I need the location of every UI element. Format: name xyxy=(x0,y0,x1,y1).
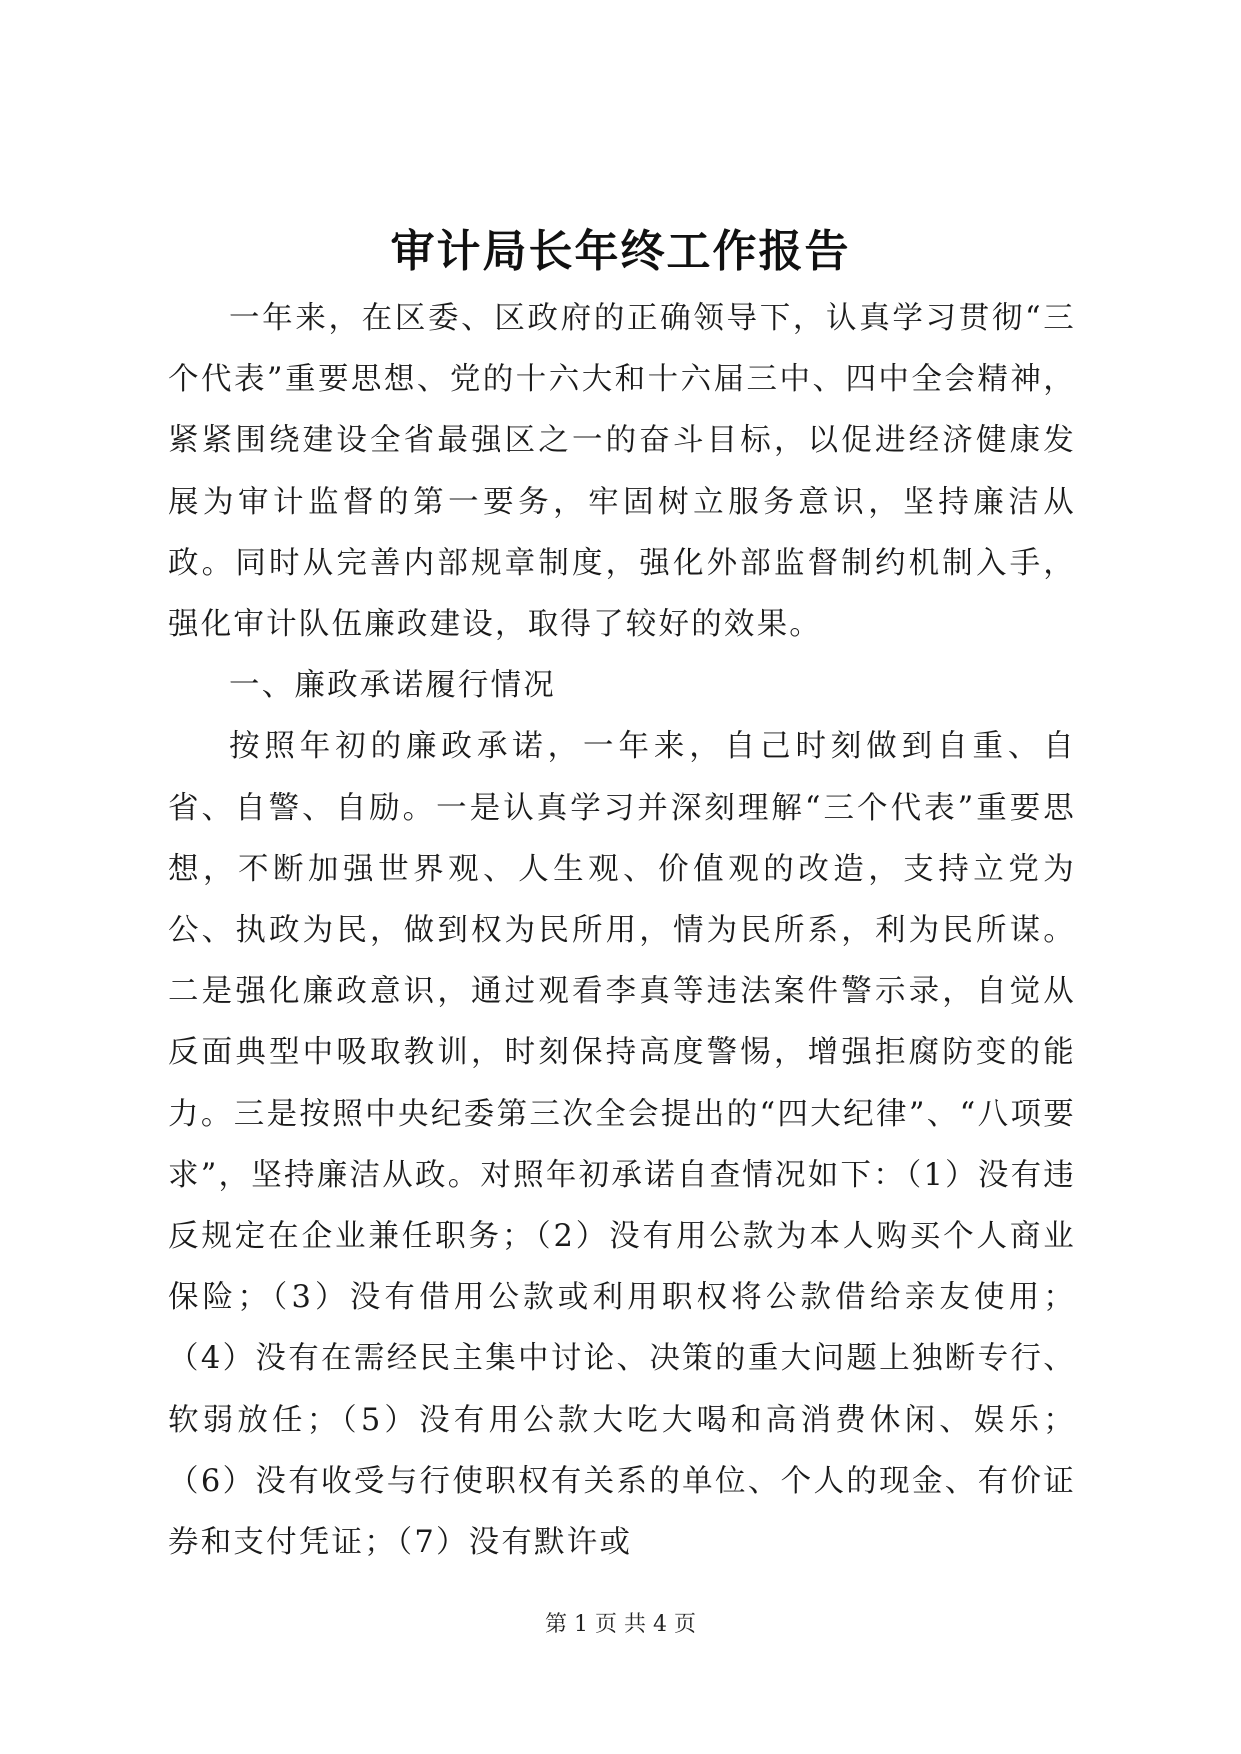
paragraph-intro: 一年来，在区委、区政府的正确领导下，认真学习贯彻“三个代表”重要思想、党的十六大和十六届三中、四中全会精神，紧紧围绕建设全省最强区之一的奋斗目标，以促进经济健康发展为审计监督的第一要务，牢固树立服务意识，坚持廉洁从政。同时从完善内部规章制度，强化外部监督制约机制入手，强化审计队伍廉政建设，取得了较好的效果。 xyxy=(168,301,1076,643)
document-body xyxy=(168,288,1076,1573)
document-title: 审计局长年终工作报告 xyxy=(390,226,851,277)
paragraph-commitment: 按照年初的廉政承诺，一年来，自己时刻做到自重、自省、自警、自励。一是认真学习并深刻理解“三个代表”重要思想，不断加强世界观、人生观、价值观的改造，支持立党为公、执政为民，做到权为民所用，情为民所系，利为民所谋。二是强化廉政意识，通过观看李真等违法案件警示录，自觉从反面典型中吸取教训，时刻保持高度警惕，增强拒腐防变的能力。三是按照中央纪委第三次全会提出的“四大纪律”、“八项要求”，坚持廉洁从政。对照年初承诺自查情况如下：（1）没有违反规定在企业兼任职务；（2）没有用公款为本人购买个人商业保险；（3）没有借用公款或利用职权将公款借给亲友使用；（4）没有在需经民主集中讨论、决策的重大问题上独断专行、软弱放任；（5）没有用公款大吃大喝和高消费休闲、娱乐；（6）没有收受与行使职权有关系的单位、个人的现金、有价证券和支付凭证；（7）没有默许或 xyxy=(168,729,1076,1561)
page-number: 第 1 页 共 4 页 xyxy=(545,1612,696,1637)
page-footer xyxy=(0,1610,1241,1640)
section-heading: 一、廉政承诺履行情况 xyxy=(229,668,556,704)
